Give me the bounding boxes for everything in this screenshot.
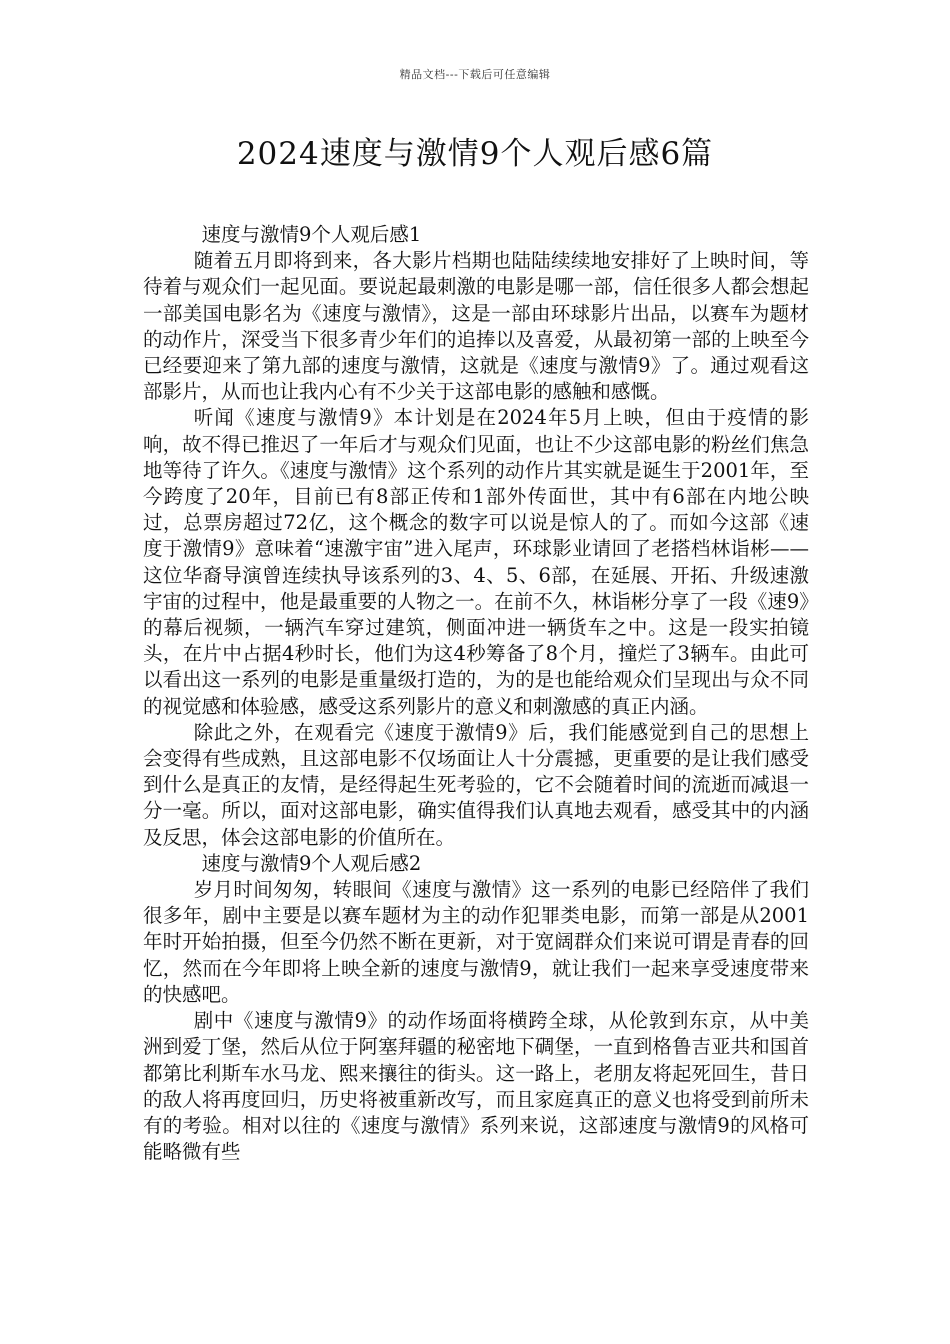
paragraph: 听闻《速度与激情9》本计划是在2024年5月上映，但由于疫情的影响，故不得已推迟了一年后才与观众们见面，也让不少这部电影的粉丝们焦急地等待了许久。《速度与激情》这个系列的动作片其实就是诞生于2001年，至今跨度了20年，目前已有8部正传和1部外传面世，其中有6部在内地公映过，总票房超过72亿，这个概念的数字可以说是惊人的了。而如今这部《速度于激情9》意味着“速激宇宙”进入尾声，环球影业请回了老搭档林诣彬——这位华裔导演曾连续执导该系列的3、4、5、6部，在延展、开拓、升级速激宇宙的过程中，他是最重要的人物之一。在前不久，林诣彬分享了一段《速9》的幕后视频，一辆汽车穿过建筑，侧面冲进一辆货车之中。这是一段实拍镜头，在片中占据4秒时长，他们为这4秒筹备了8个月，撞烂了3辆车。由此可以看出这一系列的电影是重量级打造的，为的是也能给观众们呈现出与众不同的视觉感和体验感，感受这系列影片的意义和刺激感的真正内涵。 [143,406,809,718]
paragraph: 岁月时间匆匆，转眼间《速度与激情》这一系列的电影已经陪伴了我们很多年，剧中主要是以赛车题材为主的动作犯罪类电影，而第一部是从2001年时开始拍摄，但至今仍然不断在更新，对于宽阔群众们来说可谓是青春的回忆，然而在今年即将上映全新的速度与激情9，就让我们一起来享受速度带来的快感吧。 [143,878,809,1006]
document-body [143,222,809,1165]
paragraph: 剧中《速度与激情9》的动作场面将横跨全球，从伦敦到东京，从中美洲到爱丁堡，然后从位于阿塞拜疆的秘密地下碉堡，一直到格鲁吉亚共和国首都第比利斯车水马龙、熙来攘往的街头。这一路上，老朋友将起死回生，昔日的敌人将再度回归，历史将被重新改写，而且家庭真正的意义也将受到前所未有的考验。相对以往的《速度与激情》系列来说，这部速度与激情9的风格可能略微有些 [143,1009,809,1164]
section-heading: 速度与激情9个人观后感2 [201,851,422,875]
paragraph: 除此之外，在观看完《速度于激情9》后，我们能感觉到自己的思想上会变得有些成熟，且这部电影不仅场面让人十分震撼，更重要的是让我们感受到什么是真正的友情，是经得起生死考验的，它不会随着时间的流逝而减退一分一毫。所以，面对这部电影，确实值得我们认真地去观看，感受其中的内涵及反思，体会这部电影的价值所在。 [143,720,809,849]
header-note: 精品文档---下载后可任意编辑 [399,68,551,81]
section-heading: 速度与激情9个人观后感1 [201,223,422,246]
paragraph: 随着五月即将到来，各大影片档期也陆陆续续地安排好了上映时间，等待着与观众们一起见面。要说起最刺激的电影是哪一部，信任很多人都会想起一部美国电影名为《速度与激情》，这是一部由环球影片出品，以赛车为题材的动作片，深受当下很多青少年们的追捧以及喜爱，从最初第一部的上映至今已经要迎来了第九部的速度与激情，这就是《速度与激情9》了。通过观看这部影片，从而也让我内心有不少关于这部电影的感触和感慨。 [143,249,809,404]
document-title: 2024速度与激情9个人观后感6篇 [236,136,714,172]
